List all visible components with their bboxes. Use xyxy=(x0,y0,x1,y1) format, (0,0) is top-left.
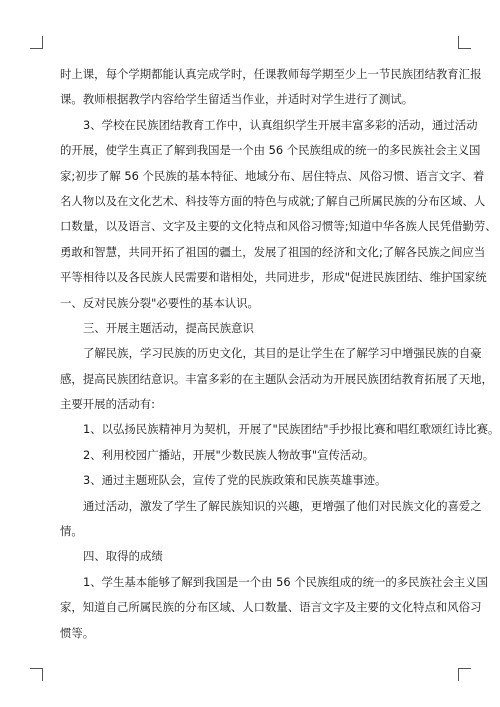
text-line: 情。 xyxy=(60,524,83,539)
text-line: 感，提高民族团结意识。丰富多彩的在主题队会活动为开展民族团结教育拓展了天地， xyxy=(60,371,493,386)
document-body xyxy=(60,62,500,646)
text-line: 通过活动，激发了学生了解民族知识的兴趣，更增强了他们对民族文化的喜爱之 xyxy=(83,498,482,513)
crop-mark-top-left xyxy=(30,36,43,49)
crop-mark-bottom-left xyxy=(30,668,43,681)
text-line: 勇敢和智慧，共同开拓了祖国的疆土，发展了祖国的经济和文化;了解各民族之间应当 xyxy=(60,244,486,259)
text-line: 主要开展的活动有: xyxy=(60,397,155,412)
text-line: 的开展，使学生真正了解到我国是一个由 56 个民族组成的统一的多民族社会主义国 xyxy=(60,143,481,158)
list-item: 1、以弘扬民族精神月为契机，开展了"民族团结"手抄报比赛和唱红歌颂红诗比赛。 xyxy=(83,422,500,437)
crop-mark-bottom-right xyxy=(458,668,471,681)
list-item: 1、学生基本能够了解到我国是一个由 56 个民族组成的统一的多民族社会主义国 xyxy=(83,574,488,589)
text-line: 名人物以及在文化艺术、科技等方面的特色与成就;了解自己所属民族的分布区域、人 xyxy=(60,193,486,208)
text-line: 口数量，以及语言、文字及主要的文化特点和风俗习惯等;知道中华各族人民凭借勤劳、 xyxy=(60,219,497,234)
section-heading: 三、开展主题活动，提高民族意识 xyxy=(83,320,254,335)
text-line: 了解民族，学习民族的历史文化，其目的是让学生在了解学习中增强民族的自豪 xyxy=(83,346,482,361)
list-item: 3、通过主题班队会，宣传了党的民族政策和民族英雄事迹。 xyxy=(83,473,387,488)
text-line: 平等相待以及各民族人民需要和谐相处，共同进步，形成"促进民族团结、维护国家统 xyxy=(60,270,487,285)
text-line: 家，知道自己所属民族的分布区域、人口数量、语言文字及主要的文化特点和风俗习 xyxy=(60,600,482,615)
text-line: 家;初步了解 56 个民族的基本特征、地域分布、居住特点、风俗习惯、语言文字、着 xyxy=(60,168,485,183)
crop-mark-top-right xyxy=(458,36,471,49)
section-heading: 四、取得的成绩 xyxy=(83,549,163,564)
text-line: 惯等。 xyxy=(60,625,95,640)
text-line: 时上课，每个学期都能认真完成学时，任课教师每学期至少上一节民族团结教育汇报 xyxy=(60,67,482,81)
list-item: 2、利用校园广播站，开展"少数民族人物故事"宣传活动。 xyxy=(83,447,375,462)
text-line: 一、反对民族分裂"必要性的基本认识。 xyxy=(60,295,259,310)
text-line: 课。教师根据教学内容给学生留适当作业，并适时对学生进行了测试。 xyxy=(60,92,414,107)
text-line: 3、学校在民族团结教育工作中，认真组织学生开展丰富多彩的活动，通过活动 xyxy=(83,117,478,132)
